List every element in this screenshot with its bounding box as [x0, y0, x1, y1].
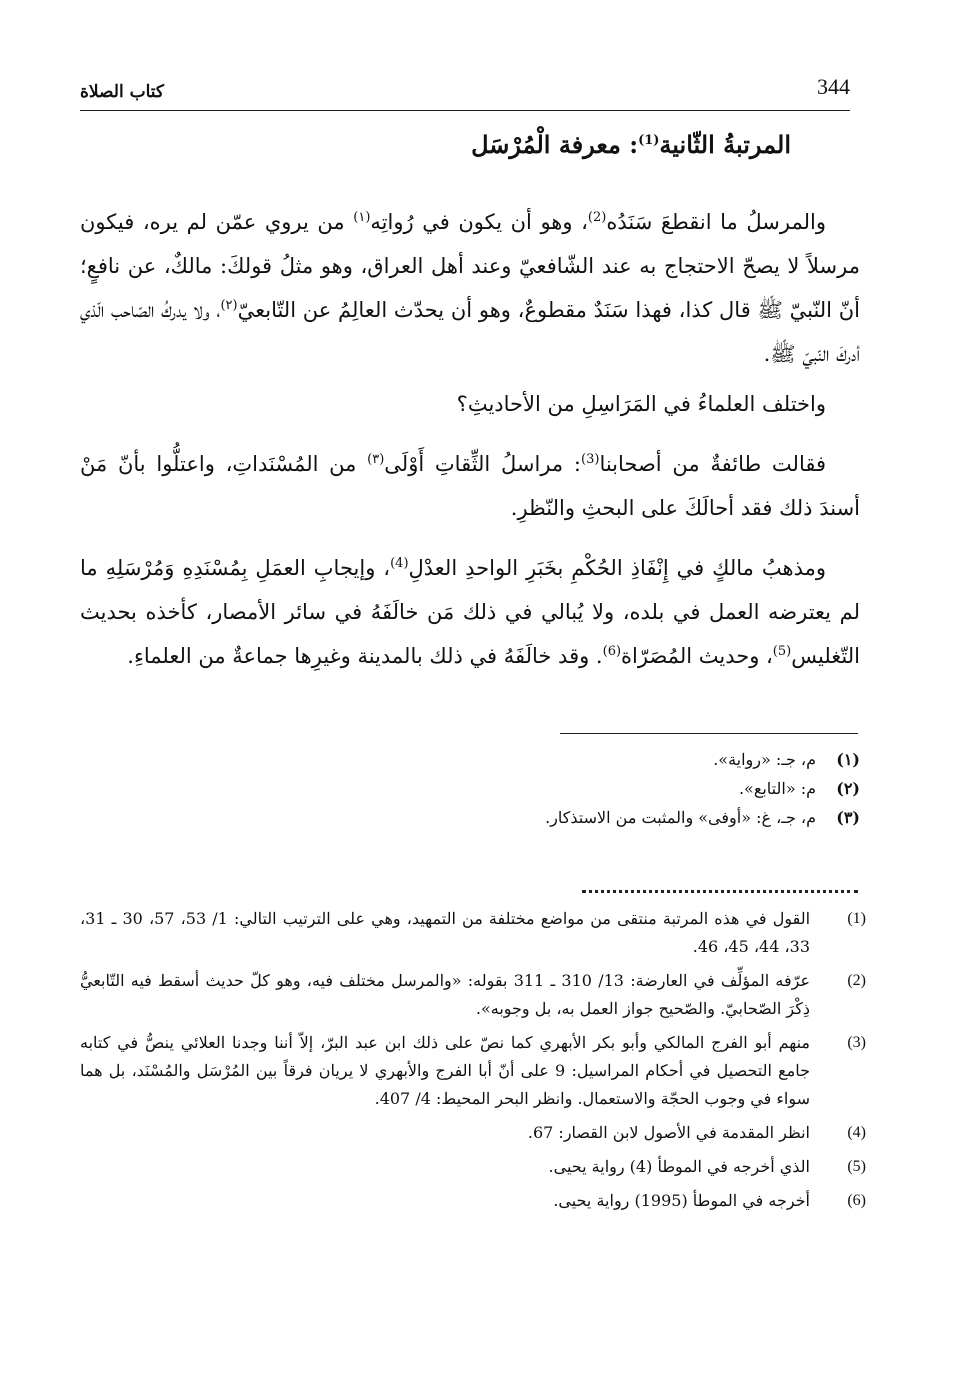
footnote-number: (١)	[836, 750, 860, 769]
dotted-divider	[582, 890, 858, 893]
paragraph-text: ومذهبُ مالكٍ في إِنْفَاذِ الحُكْمِ بخَبَرِ الواحدِ العدْلِ	[408, 556, 826, 580]
footnote-ref: (٣)	[367, 452, 385, 467]
page-header	[80, 70, 850, 111]
footnote-divider	[560, 733, 858, 734]
footnote-ref: (١)	[353, 210, 371, 225]
paragraph-text: ، ولا يدركُ الصّاحب الّذي أدركَ النّبيّ ﷺ.	[80, 298, 860, 366]
page-number: 344	[817, 74, 850, 99]
footnote-ref: (5)	[772, 644, 792, 659]
paragraph-1	[80, 200, 860, 376]
paragraph-3	[80, 442, 860, 530]
footnote-ref: (2)	[587, 210, 607, 225]
footnote-ref: (٢)	[220, 298, 238, 313]
paragraph-text: من المُسْنَداتِ، واعتلُّوا بأنّ مَنْ أسندَ ذلك فقد أحالَكَ على البحثِ والنّظرِ.	[80, 452, 860, 520]
footnote-text: القول في هذه المرتبة منتقى من مواضع مختلفة من التمهيد، وهي على الترتيب التالي: 1/ 53، 57، 30 ـ 31، 33، 44، 45، 46.	[80, 909, 811, 956]
footnote-number: (1)	[847, 910, 866, 927]
footnote-ref: (6)	[602, 644, 622, 659]
paragraph-text: ، وإيجابِ العمَلِ بِمُسْنَدِهِ وَمُرْسَلِهِ ما لم يعترضه العمل في بلده، ولا يُبالي في ذلك مَن خالَفَهُ في سائر الأمصار، كأخذه بحديث التّغليس	[80, 556, 860, 668]
footnote-ref: (4)	[390, 556, 409, 571]
paragraph-4	[80, 546, 860, 678]
footnote-number: (4)	[847, 1124, 866, 1141]
footnote-number: (٢)	[836, 779, 860, 798]
footnote-text: منهم أبو الفرج المالكي وأبو بكر الأبهري كما نصّ على ذلك ابن عبد البرّ، إلاّ أننا وجدنا العلائي ينصُّ في كتابه جامع التحصيل في أحكام المراسيل: 9 على أنّ أبا الفرج والأبهري لا يريان فرقاً بين المُرْسَل والمُسْنَد، بل هما سواء في وجوب الحجّة والاستعمال. وانظر البحر المحيط: 4/ 407.	[80, 1033, 810, 1108]
paragraph-text: : مراسلُ الثِّقاتِ أَوْلَى	[384, 452, 581, 476]
paragraph-text: ، وحديث المُصَرّاة	[621, 644, 773, 668]
footnote-item	[300, 803, 860, 832]
footnote-text: انظر المقدمة في الأصول لابن القصار: 67.	[527, 1123, 810, 1142]
footnote-text: أخرجه في الموطأ (1995) رواية يحيى.	[553, 1191, 810, 1210]
footnote-number: (6)	[847, 1192, 866, 1209]
footnote-text: م: «التابع».	[738, 779, 816, 798]
paragraph-text: . وقد خالَفَهُ في ذلك بالمدينة وغيرِها جماعةٌ من العلماءِ.	[127, 644, 603, 668]
footnote-text: الذي أخرجه في الموطأ (4) رواية يحيى.	[548, 1157, 810, 1176]
footnote-item	[80, 967, 866, 1023]
footnote-item	[80, 1029, 866, 1113]
section-subtitle: : معرفة الْمُرْسَل	[471, 130, 639, 159]
main-text	[80, 200, 860, 694]
editor-footnotes	[300, 745, 860, 832]
footnote-number: (3)	[847, 1034, 866, 1051]
author-footnotes	[80, 905, 866, 1221]
footnote-text: م، جـ، غ: «أوفى» والمثبت من الاستذكار.	[545, 808, 816, 827]
footnote-item	[80, 1153, 866, 1181]
footnote-item	[80, 905, 866, 961]
footnote-number: (٣)	[836, 808, 860, 827]
footnote-number: (5)	[847, 1158, 866, 1175]
footnote-item	[300, 745, 860, 774]
footnote-item	[80, 1187, 866, 1215]
footnote-text: عرّفه المؤلِّف في العارضة: 13/ 310 ـ 311 بقوله: «والمرسل مختلف فيه، وهو كلّ حديث أسقط فيه التّابعيُّ ذِكْرَ الصّحابيّ. والصّحيح جواز العمل به، بل وجوبه».	[80, 971, 811, 1018]
footnote-item	[80, 1119, 866, 1147]
footnote-ref: (3)	[581, 452, 600, 467]
section-title	[471, 130, 791, 159]
footnote-ref: (1)	[638, 133, 660, 148]
paragraph-text: فقالت طائفةٌ من أصحابنا	[599, 452, 826, 476]
paragraph-2	[80, 382, 860, 426]
section-title-text: المرتبةُ الثّانية	[659, 130, 791, 159]
paragraph-text: من يروي عمّن لم يره، فيكون مرسلاً لا يصحّ الاحتجاج به عند الشّافعيّ وعند أهل العراق، وهو مثلُ قولكَ: مالكٌ، عن نافعٍ؛ أنّ النّبيّ ﷺ قال كذا، فهذا سَنَدٌ مقطوعٌ، وهو أن يحدّث العالِمُ عن التّابعيّ	[80, 210, 861, 322]
running-title: كتاب الصلاة	[80, 82, 165, 102]
footnote-text: م، جـ: «رواية».	[713, 750, 816, 769]
paragraph-text: ، وهو أن يكون في رُواتِه	[370, 210, 588, 234]
footnote-number: (2)	[847, 972, 866, 989]
footnote-item	[300, 774, 860, 803]
paragraph-text: واختلف العلماءُ في المَرَاسِلِ من الأحاديثِ؟	[456, 392, 826, 416]
paragraph-text: والمرسلُ ما انقطعَ سَنَدُه	[606, 210, 826, 234]
